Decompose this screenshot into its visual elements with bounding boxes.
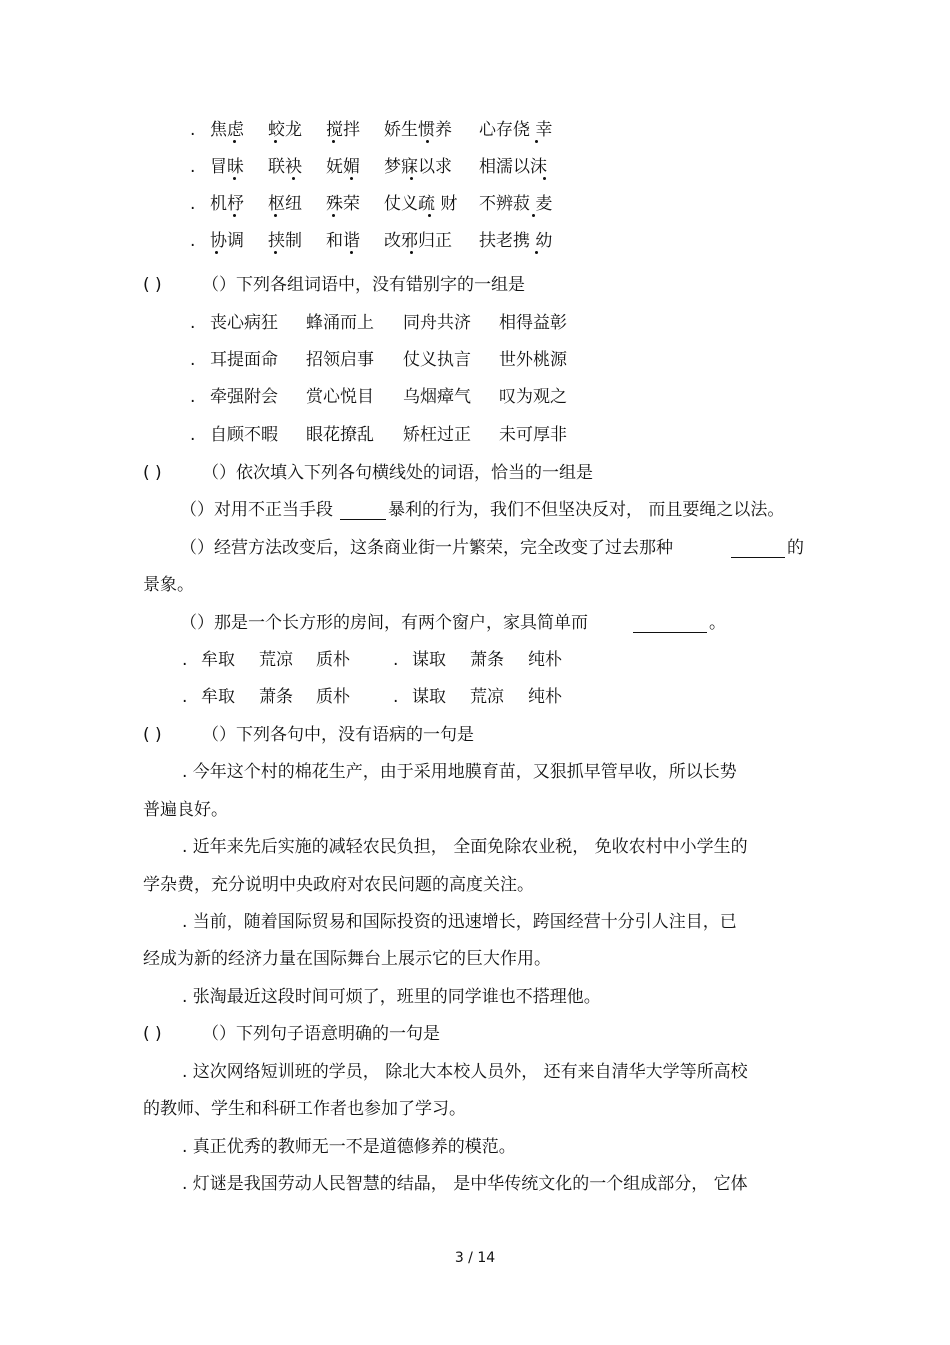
option-word: 世外桃源 [499,350,567,370]
option-word: 仗义疏 财 [384,194,458,214]
option-word: 改邪归正 [384,231,452,251]
option-word: 牵强附会 [210,387,278,407]
emphasis-dot [274,140,277,143]
emphasis-dot [274,251,277,254]
option-word: 相濡以沫 [479,157,547,177]
option-marker: . [182,687,188,707]
emphasis-dot [428,214,431,217]
option-word: 仗义执言 [403,350,471,370]
emphasis-dot [535,251,538,254]
option-word: 同舟共济 [403,313,471,333]
option-marker: . [190,387,196,407]
option-b-line-2: 学杂费，充分说明中央政府对农民问题的高度关注。 [143,875,534,895]
emphasis-dot [233,214,236,217]
option-marker: . [393,650,399,670]
option-word: 妩媚 [326,157,360,177]
emphasis-dot [274,214,277,217]
emphasis-dot [233,177,236,180]
emphasis-dot [543,177,546,180]
option-word: 矫枉过正 [403,425,471,445]
option-word: 殊荣 [326,194,360,214]
option-word: 耳提面命 [210,350,278,370]
emphasis-dot [233,140,236,143]
option-word: 不辨菽 麦 [479,194,553,214]
option-word: 牟取 [201,650,235,670]
option-word: 冒昧 [210,157,244,177]
option-word: 蜂涌而上 [306,313,374,333]
option-word: 谋取 [412,687,446,707]
option-word: 谋取 [412,650,446,670]
option-word: 萧条 [470,650,504,670]
option-word: 挟制 [268,231,302,251]
option-marker: . [190,425,196,445]
option-word: 梦寐以求 [384,157,452,177]
option-word: 自顾不暇 [210,425,278,445]
option-c-line-1: . 灯谜是我国劳动人民智慧的结晶， 是中华传统文化的一个组成部分， 它体 [182,1174,748,1194]
option-c-line-1: . 当前，随着国际贸易和国际投资的迅速增长，跨国经营十分引人注目，已 [182,912,737,932]
option-word: 枢纽 [268,194,302,214]
option-word: 眼花撩乱 [306,425,374,445]
option-word: 质朴 [316,650,350,670]
fill-blank [340,503,386,520]
emphasis-dot [535,140,538,143]
option-word: 协调 [210,231,244,251]
sentence-2-start: （）经营方法改变后，这条商业街一片繁荣，完全改变了过去那种 [180,538,673,558]
emphasis-dot [350,177,353,180]
emphasis-dot [215,251,218,254]
question-stem: （）下列各句中，没有语病的一句是 [202,725,474,745]
option-marker: . [182,650,188,670]
question-stem: （）下列各组词语中，没有错别字的一组是 [202,275,525,295]
page-number: 3 / 14 [454,1250,496,1266]
option-a-line-1: . 今年这个村的棉花生产，由于采用地膜育苗，又狠抓早管早收，所以长势 [182,762,737,782]
option-word: 纯朴 [528,650,562,670]
answer-bracket: ( ) [143,275,162,295]
sentence-3-start: （）那是一个长方形的房间，有两个窗户，家具简单而 [180,613,588,633]
option-word: 赏心悦目 [306,387,374,407]
option-word: 蛟龙 [268,120,302,140]
option-marker: . [393,687,399,707]
option-marker: . [190,157,196,177]
sentence-3-end: 。 [709,613,726,633]
option-word: 娇生惯养 [384,120,452,140]
option-word: 荒凉 [470,687,504,707]
answer-bracket: ( ) [143,463,162,483]
option-word: 联袂 [268,157,302,177]
emphasis-dot [350,251,353,254]
option-word: 萧条 [259,687,293,707]
emphasis-dot [292,177,295,180]
option-marker: . [190,120,196,140]
fill-blank [633,616,707,633]
option-word: 相得益彰 [499,313,567,333]
option-word: 机杼 [210,194,244,214]
option-d-line-1: . 张淘最近这段时间可烦了，班里的同学谁也不搭理他。 [182,987,601,1007]
option-word: 质朴 [316,687,350,707]
option-word: 叹为观之 [499,387,567,407]
option-c-line-2: 经成为新的经济力量在国际舞台上展示它的巨大作用。 [143,949,551,969]
option-a-line-2: 普遍良好。 [143,800,228,820]
sentence-1-start: （）对用不正当手段 [180,500,333,520]
option-a-line-1: . 这次网络短训班的学员， 除北大本校人员外， 还有来自清华大学等所高校 [182,1062,748,1082]
option-marker: . [190,350,196,370]
question-stem: （）依次填入下列各句横线处的词语，恰当的一组是 [202,463,593,483]
option-word: 乌烟瘴气 [403,387,471,407]
option-b-line-1: . 近年来先后实施的减轻农民负担， 全面免除农业税， 免收农村中小学生的 [182,837,748,857]
emphasis-dot [410,177,413,180]
option-word: 焦虑 [210,120,244,140]
emphasis-dot [410,251,413,254]
emphasis-dot [332,140,335,143]
option-word: 心存侥 幸 [479,120,553,140]
answer-bracket: ( ) [143,1024,162,1044]
option-a-line-2: 的教师、学生和科研工作者也参加了学习。 [143,1099,466,1119]
option-word: 未可厚非 [499,425,567,445]
sentence-1-end: 暴利的行为，我们不但坚决反对， 而且要绳之以法。 [388,500,785,520]
option-word: 荒凉 [259,650,293,670]
option-word: 牟取 [201,687,235,707]
emphasis-dot [532,214,535,217]
option-marker: . [190,231,196,251]
sentence-2-end: 的 [787,538,804,558]
sentence-2-continued: 景象。 [143,575,194,595]
option-word: 搅拌 [326,120,360,140]
option-marker: . [190,313,196,333]
fill-blank [731,541,785,558]
option-word: 招领启事 [306,350,374,370]
option-word: 扶老携 幼 [479,231,553,251]
answer-bracket: ( ) [143,725,162,745]
option-word: 丧心病狂 [210,313,278,333]
question-stem: （）下列句子语意明确的一句是 [202,1024,440,1044]
emphasis-dot [332,214,335,217]
option-b-line-1: . 真正优秀的教师无一不是道德修养的模范。 [182,1137,516,1157]
option-word: 纯朴 [528,687,562,707]
option-word: 和谐 [326,231,360,251]
option-marker: . [190,194,196,214]
emphasis-dot [426,140,429,143]
